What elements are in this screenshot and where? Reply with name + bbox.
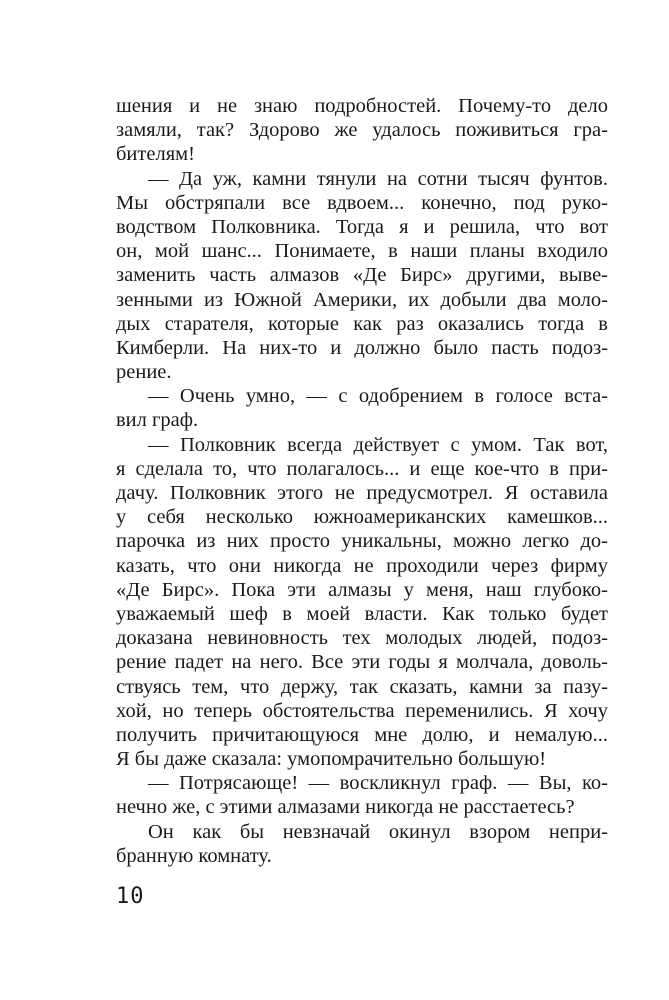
text-line: Я бы даже сказала: умопомрачительно большую! xyxy=(116,748,547,771)
text-line: заменить часть алмазов «Де Бирс» другими, выве- xyxy=(116,264,608,287)
text-line: хой, но теперь обстоятельства переменились. Я хочу xyxy=(116,699,608,722)
text-line: замяли, так? Здорово же удалось поживиться гра- xyxy=(116,119,608,142)
text-line: Он как бы невзначай окинул взором непри- xyxy=(148,820,608,843)
text-line: бранную комнату. xyxy=(116,844,272,867)
text-line: парочка из них просто уникальны, можно легко до- xyxy=(116,530,608,553)
text-line: у себя несколько южноамериканских камешков... xyxy=(116,506,608,529)
text-line: Мы обстряпали все вдвоем... конечно, под руко- xyxy=(116,191,608,214)
text-line: бителям! xyxy=(116,143,195,166)
text-line: Кимберли. На них-то и должно было пасть подоз- xyxy=(116,336,608,359)
text-line: казать, что они никогда не проходили через фирму xyxy=(116,554,608,577)
text-line: водством Полковника. Тогда я и решила, что вот xyxy=(116,215,608,238)
text-line: дачу. Полковник этого не предусмотрел. Я оставила xyxy=(116,482,608,504)
body-text xyxy=(116,94,608,868)
text-line: ствуясь тем, что держу, так сказать, камни за пазу- xyxy=(116,675,608,698)
text-line: зенными из Южной Америки, их добыли два моло- xyxy=(116,288,608,311)
text-line: рение падет на него. Все эти годы я молчала, доволь- xyxy=(116,651,608,674)
text-line: доказана невиновность тех молодых людей, подоз- xyxy=(116,627,608,650)
text-line: нечно же, с этими алмазами никогда не расстаетесь? xyxy=(116,796,575,819)
text-line: получить причитающуюся мне долю, и немалую... xyxy=(116,723,608,746)
text-line: вил граф. xyxy=(116,409,199,432)
page-number: 10 xyxy=(116,884,145,909)
text-line: уважаемый шеф в моей власти. Как только будет xyxy=(116,602,608,625)
text-line: — Полковник всегда действует с умом. Так вот, xyxy=(148,433,608,456)
text-line: — Очень умно, — с одобрением в голосе вста- xyxy=(148,385,608,408)
text-line: — Да уж, камни тянули на сотни тысяч фунтов. xyxy=(148,167,608,190)
text-line: он, мой шанс... Понимаете, в наши планы входило xyxy=(116,240,608,263)
text-line: дых старателя, которые как раз оказались тогда в xyxy=(116,312,608,335)
text-line: шения и не знаю подробностей. Почему-то дело xyxy=(116,95,608,117)
text-line: «Де Бирс». Пока эти алмазы у меня, наш глубоко- xyxy=(116,578,608,601)
text-line: — Потрясающе! — воскликнул граф. — Вы, ко- xyxy=(148,772,608,795)
text-line: рение. xyxy=(116,361,172,384)
text-line: я сделала то, что полагалось... и еще кое-что в при- xyxy=(116,457,608,480)
